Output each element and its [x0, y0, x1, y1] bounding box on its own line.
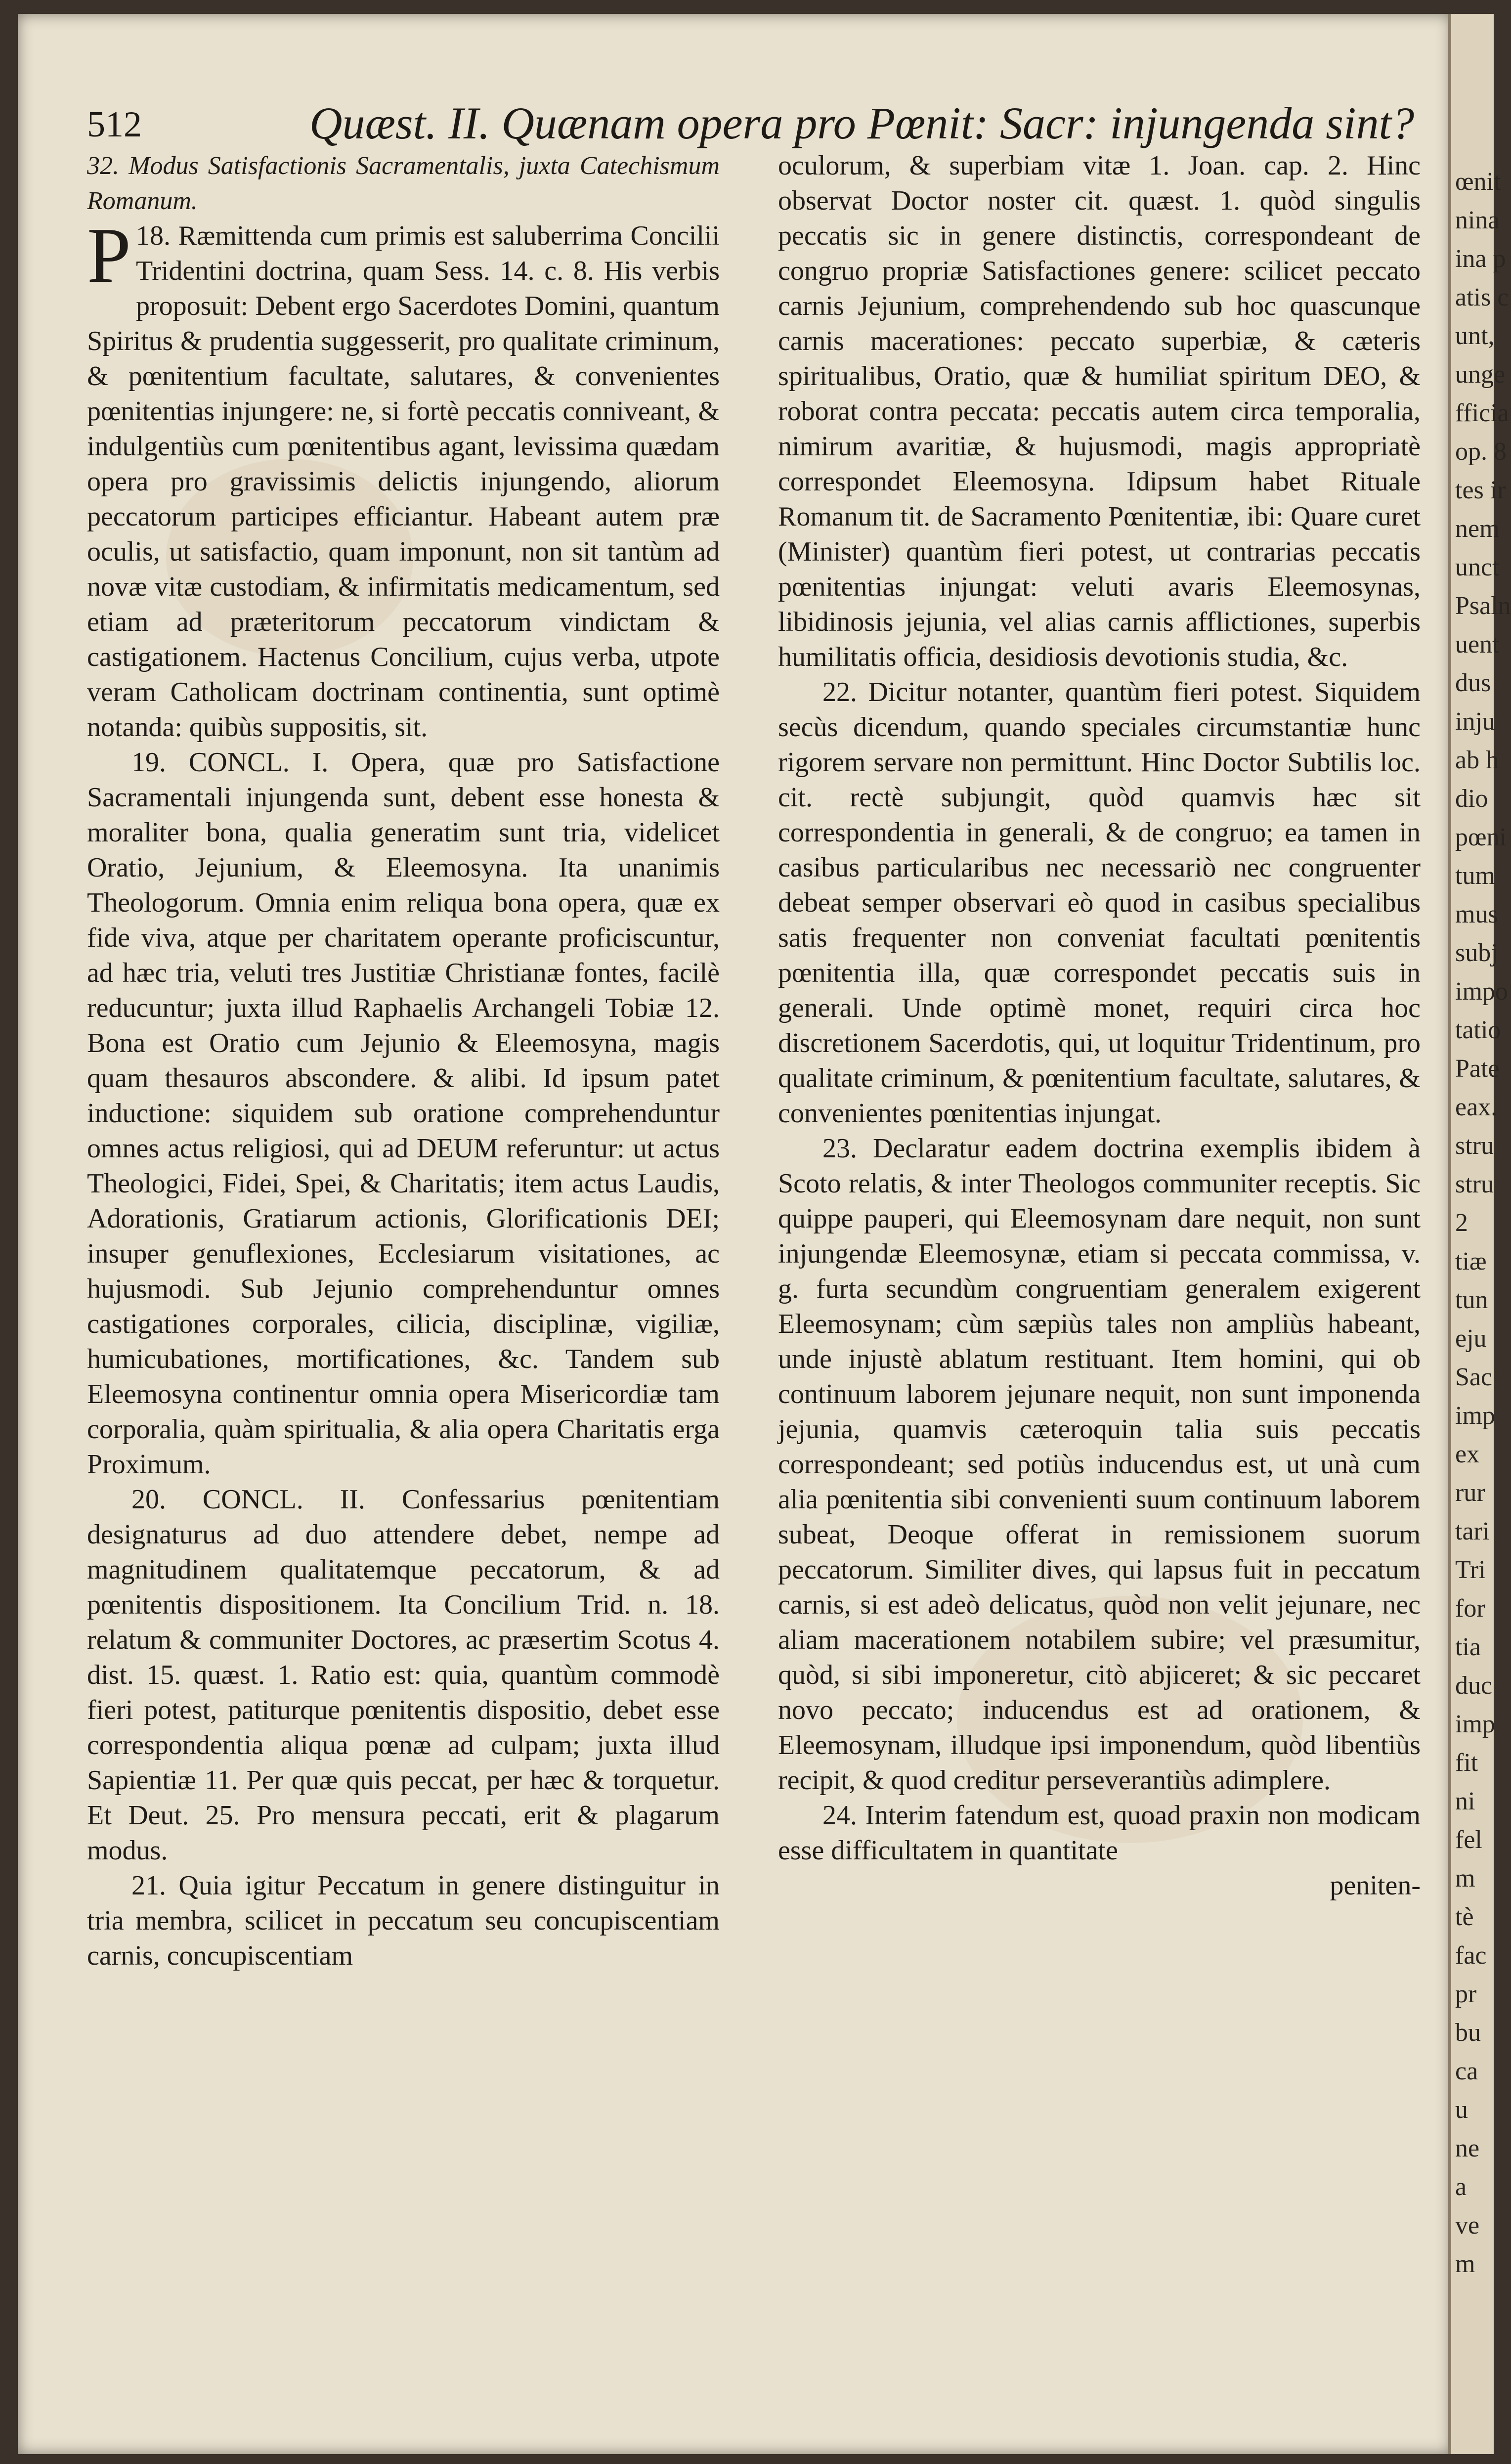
facing-page-fragment: a [1455, 2173, 1467, 2201]
facing-page-fragment: tun [1455, 1286, 1488, 1314]
facing-page-fragment: Psaln [1455, 592, 1511, 620]
facing-page-fragment: impo [1455, 977, 1508, 1006]
facing-page-fragment: 2 [1455, 1209, 1468, 1237]
paragraph-text: CONCL. II. Confessarius pœnitentiam designaturus ad duo attendere debet, nempe ad magnitudinem qualitatemque peccatorum, & ad pœnitentis dispositionem. Ita Concilium Trid. n. 18. relatum & communiter Doctores, ac præsertim Scotus 4. dist. 15. quæst. 1. Ratio est: quia, quantùm commodè fieri potest, patiturque pœnitentis dispositio, debet esse correspondentia aliqua pœnæ ad culpam; juxta illud Sapientiæ 11. Per quæ quis peccat, per hæc & torquetur. Et Deut. 25. Pro mensura peccati, erit & plagarum modus. [87, 1484, 720, 1866]
paragraph-21-continued [778, 148, 1421, 675]
facing-page-fragment: stru [1455, 1170, 1494, 1198]
paragraph-21 [87, 1868, 720, 1974]
facing-page-fragment: tari [1455, 1517, 1490, 1545]
paragraph-text: oculorum, & superbiam vitæ 1. Joan. cap. 2. Hinc observat Doctor noster cit. quæst. 1. quòd singulis peccatis sic in genere distinctis, correspondeant de congruo propriæ Satisfactiones genere: scilicet peccato carnis Jejunium, comprehendendo sub hoc quascunque carnis macerationes: peccato superbiæ, & cæteris spiritualibus, Oratio, quæ & humiliat spiritum DEO, & roborat contra peccata: peccatis autem circa temporalia, nimirum avaritiæ, & hujusmodi, magis appropriatè correspondet Eleemosyna. Idipsum habet Rituale Romanum tit. de Sacramento Pœnitentiæ, ibi: Quare curet (Minister) quantùm fieri potest, ut contrarias peccatis pœnitentias injungat: veluti avaris Eleemosynas, libidinosis jejunia, vel alias carnis afflictiones, superbis humilitatis officia, desidiosis devotionis studia, &c. [778, 150, 1421, 672]
facing-page-fragment: subj [1455, 939, 1498, 967]
facing-page-fragment: u [1455, 2096, 1468, 2124]
section-heading-32 [87, 148, 720, 219]
facing-page-fragment: ab h [1455, 746, 1499, 774]
facing-page-edge [1448, 14, 1511, 2454]
facing-page-fragment: eax. [1455, 1093, 1498, 1121]
facing-page-fragment: pr [1455, 1980, 1477, 2008]
facing-page-fragment: fel [1455, 1826, 1482, 1854]
paragraph-22 [778, 675, 1421, 1131]
facing-page-fragment: fit [1455, 1749, 1478, 1777]
facing-page-fragment: duc [1455, 1672, 1493, 1700]
paragraph-24 [778, 1798, 1421, 1868]
facing-page-fragment: op. 8 [1455, 438, 1507, 466]
facing-page-fragment: unct [1455, 553, 1500, 581]
paragraph-19 [87, 745, 720, 1482]
paragraph-text: Quia igitur Peccatum in genere distinguitur in tria membra, scilicet in peccatum seu concupiscentiam carnis, concupiscentiam [87, 1870, 720, 1971]
paragraph-18 [87, 211, 720, 745]
paragraph-text: Modus Satisfactionis Sacramentalis, juxta Catechismum Romanum. [87, 152, 720, 215]
facing-page-fragment: dio [1455, 785, 1488, 813]
facing-page-fragment: fac [1455, 1941, 1487, 1970]
facing-page-fragment: dus [1455, 669, 1491, 697]
page-number: 512 [87, 104, 142, 145]
facing-page-fragment: ca [1455, 2057, 1478, 2085]
facing-page-fragment: Sac [1455, 1363, 1493, 1391]
facing-page-fragment: ni [1455, 1787, 1475, 1815]
paragraph-20 [87, 1482, 720, 1868]
paragraph-number: 21. [131, 1870, 166, 1901]
paragraph-text: Dicitur notanter, quantùm fieri potest. Siquidem secùs dicendum, quando speciales circumstantiæ hunc rigorem servare non permittunt. Hinc Doctor Subtilis loc. cit. rectè subjungit, quòd quamvis hæc sit correspondentia in generali, & de congruo; ea tamen in casibus particularibus nec necessariò nec congruenter debeat semper observari eò quod in casibus specialibus satis frequenter non conveniat facultati pœnitentis pœnitentia illa, quæ correspondet peccatis suis in generali. Unde optimè monet, requiri circa hoc discretionem Sacerdotis, qui, ut loquitur Tridentinum, pro qualitate criminum, & pœnitentium facultate, salutares, & convenientes pœnitentias injungat. [778, 677, 1421, 1129]
paragraph-text: Declaratur eadem doctrina exemplis ibidem à Scoto relatis, & inter Theologos communiter receptis. Sic quippe pauperi, qui Eleemosynam dare nequit, non sunt injungendæ Eleemosynæ, etiam si peccata commissa, v. g. furta secundùm congruentiam generalem exigerent Eleemosynam; cùm sæpiùs tales non ampliùs habeant, unde injustè ablatum restituant. Item homini, qui ob continuum laborem jejunare nequit, non sunt imponenda jejunia, quamvis cæteroquin talia suis peccatis correspondeant; sed potiùs inducendus est, ut unà cum alia pœnitentia sibi convenienti suum continuum laborem subeat, Deoque offerat in remissionem suorum peccatorum. Similiter dives, qui lapsus fuit in peccatum carnis, si est adeò delicatus, quòd non velit jejunare, nec aliam macerationem notabilem subire; vel præsumitur, quòd, si sibi imponeretur, citò abjiceret; & sic peccaret novo peccato; inducendus est ad orationem, & Eleemosynam, illudque ipsi imponendum, quòd libentiùs recipit, & quod creditur perseverantiùs adimplere. [778, 1133, 1421, 1796]
facing-page-fragment: tes ir [1455, 476, 1506, 504]
facing-page-fragment: œnit [1455, 168, 1501, 196]
facing-page-fragment: nem [1455, 515, 1500, 543]
paragraph-number: 19. [131, 747, 166, 778]
paragraph-text: CONCL. I. Opera, quæ pro Satisfactione Sacramentali injungenda sunt, debent esse honesta & moraliter bona, qualia generatim sunt tria, videlicet Oratio, Jejunium, & Eleemosyna. Ita unanimis Theologorum. Omnia enim reliqua bona opera, quæ ex fide viva, atque per charitatem operante proficiscuntur, ad hæc tria, veluti tres Justitiæ Christianæ fontes, facilè reducuntur; juxta illud Raphaelis Archangeli Tobiæ 12. Bona est Oratio cum Jejunio & Eleemosyna, magis quam thesauros abscondere. & alibi. Id ipsum patet inductione: siquidem sub oratione comprehenduntur omnes actus religiosi, qui ad DEUM referuntur: ut actus Theologici, Fidei, Spei, & Charitatis; item actus Laudis, Adorationis, Gratiarum actionis, Glorificationis DEI; insuper genuflexiones, Ecclesiarum visitationes, ac hujusmodi. Sub Jejunio comprehenduntur omnes castigationes corporales, cilicia, disciplinæ, vigiliæ, humicubationes, mortificationes, &c. Tandem sub Eleemosyna continentur omnia opera Misericordiæ tam corporalia, quàm spiritualia, & alia opera Charitatis erga Proximum. [87, 747, 720, 1480]
left-column [87, 148, 720, 1974]
facing-page-fragment: atis c [1455, 283, 1509, 311]
facing-page-fragment: bu [1455, 2019, 1481, 2047]
facing-page-fragment: stru [1455, 1132, 1494, 1160]
facing-page-fragment: for [1455, 1594, 1485, 1623]
facing-page-fragment: ve [1455, 2211, 1480, 2240]
facing-page-fragment: pœni [1455, 823, 1507, 851]
facing-page-fragment: tatio [1455, 1016, 1501, 1044]
facing-page-fragment: m [1455, 2250, 1475, 2278]
paragraph-number: 20. [131, 1484, 166, 1515]
paragraph-text: Interim fatendum est, quoad praxin non modicam esse difficultatem in quantitate [778, 1800, 1421, 1866]
facing-page-fragment: inju [1455, 707, 1495, 736]
facing-page-fragment: unge [1455, 360, 1506, 389]
paragraph-text: Ræmittenda cum primis est saluberrima Concilii Tridentini doctrina, quam Sess. 14. c. 8. His verbis proposuit: Debent ergo Sacerdotes Domini, quantum Spiritus & prudentia suggesserit, pro qualitate criminum, & pœnitentium facultate, salutares, & convenientes pœnitentias injungere: ne, si fortè peccatis conniveant, & indulgentiùs cum pœnitentibus agant, levissima quædam opera pro gravissimis delictis injungendo, aliorum peccatorum participes efficiantur. Habeant autem præ oculis, ut satisfactio, quam imponunt, non sit tantùm ad novæ vitæ custodiam, & infirmitatis medicamentum, sed etiam ad præteritorum peccatorum vindictam & castigationem. Hactenus Concilium, cujus verba, utpote veram Catholicam doctrinam continentia, sunt optimè notanda: quibùs suppositis, sit. [87, 220, 720, 743]
facing-page-fragment: ina p [1455, 245, 1506, 273]
facing-page-fragment: unt, [1455, 322, 1495, 350]
facing-page-fragment: ne [1455, 2134, 1480, 2162]
facing-page-fragment: uent [1455, 630, 1500, 659]
facing-page-fragment: imp [1455, 1710, 1495, 1738]
facing-page-fragment: tè [1455, 1903, 1474, 1931]
facing-page-fragment: m [1455, 1864, 1475, 1892]
facing-page-fragment: mus [1455, 900, 1498, 928]
facing-page-fragment: Tri [1455, 1556, 1486, 1584]
facing-page-fragment: fficia [1455, 399, 1509, 427]
catchword: peniten- [1330, 1870, 1421, 1901]
paragraph-23 [778, 1131, 1421, 1798]
facing-page-fragment: Pate [1455, 1055, 1500, 1083]
paragraph-number: 23. [822, 1133, 857, 1164]
paragraph-number: 24. [822, 1800, 857, 1831]
facing-page-fragment: tia [1455, 1633, 1481, 1661]
facing-page-fragment: eju [1455, 1324, 1487, 1353]
facing-page-fragment: rur [1455, 1479, 1485, 1507]
facing-page-fragment: ex [1455, 1440, 1480, 1468]
facing-page-fragment: imp [1455, 1402, 1495, 1430]
paragraph-number: 22. [822, 677, 857, 707]
paragraph-number: 32. [87, 152, 119, 180]
facing-page-fragment: nina [1455, 206, 1500, 234]
facing-page-fragment: tiæ [1455, 1247, 1487, 1276]
facing-page-fragment: tum [1455, 862, 1495, 890]
paragraph-number: 18. [135, 220, 171, 251]
drop-capital: P [87, 211, 131, 299]
running-title: Quæst. II. Quænam opera pro Pœnit: Sacr: injungenda sint? [309, 98, 1415, 148]
right-column [778, 148, 1421, 1903]
